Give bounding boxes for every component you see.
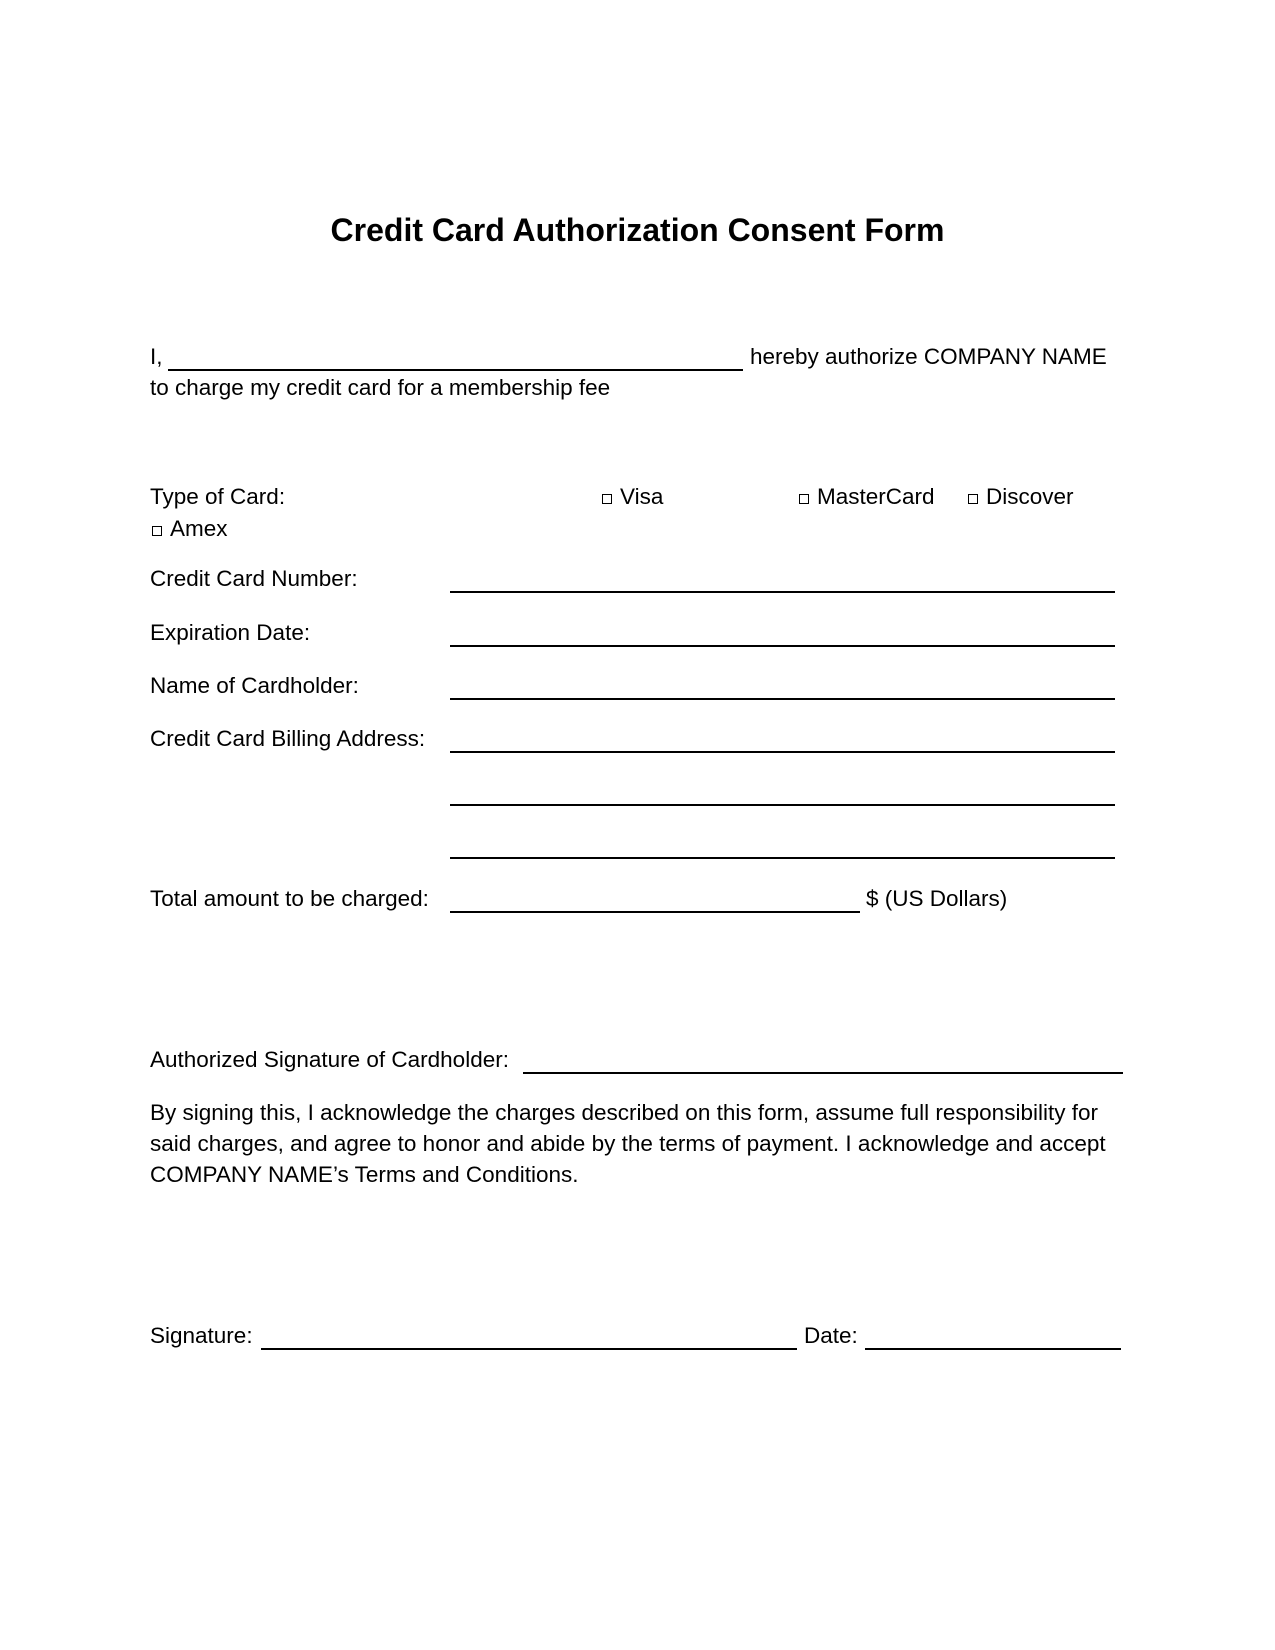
discover-label: Discover	[986, 484, 1074, 509]
authorized-signature-label: Authorized Signature of Cardholder:	[150, 1047, 509, 1072]
expiration-label: Expiration Date:	[150, 620, 311, 645]
amex-label: Amex	[170, 516, 228, 541]
acknowledgement-text: By signing this, I acknowledge the charges described on this form, assume full responsibility for said charges, and agree to honor and abide by the terms of payment. I acknowledge and accept COMPANY NAME’s Terms and Conditions.	[150, 1100, 1106, 1187]
authorized-signature-field[interactable]	[523, 1072, 1123, 1074]
billing-address-label: Credit Card Billing Address:	[150, 726, 426, 751]
intro-suffix: hereby authorize COMPANY NAME	[750, 344, 1107, 369]
discover-checkbox[interactable]	[968, 494, 978, 504]
total-amount-field[interactable]	[450, 911, 860, 913]
card-type-label: Type of Card:	[150, 484, 286, 509]
billing-address-field-2[interactable]	[450, 804, 1115, 806]
cardholder-label: Name of Cardholder:	[150, 673, 359, 698]
signature-label: Signature:	[150, 1323, 253, 1348]
date-field[interactable]	[865, 1348, 1121, 1350]
currency-label: $ (US Dollars)	[866, 886, 1008, 911]
visa-checkbox[interactable]	[602, 494, 612, 504]
mastercard-label: MasterCard	[817, 484, 935, 509]
amex-checkbox[interactable]	[152, 526, 162, 536]
authorizer-name-field[interactable]	[168, 369, 743, 371]
card-number-field[interactable]	[450, 591, 1115, 593]
billing-address-field-1[interactable]	[450, 751, 1115, 753]
cardholder-field[interactable]	[450, 698, 1115, 700]
billing-address-field-3[interactable]	[450, 857, 1115, 859]
intro-prefix: I,	[150, 344, 163, 369]
intro-second-line: to charge my credit card for a membership fee	[150, 375, 611, 400]
visa-label: Visa	[620, 484, 664, 509]
date-label: Date:	[804, 1323, 858, 1348]
total-amount-label: Total amount to be charged:	[150, 886, 429, 911]
page-title: Credit Card Authorization Consent Form	[330, 212, 945, 248]
mastercard-checkbox[interactable]	[799, 494, 809, 504]
signature-field[interactable]	[261, 1348, 797, 1350]
expiration-field[interactable]	[450, 645, 1115, 647]
card-number-label: Credit Card Number:	[150, 566, 358, 591]
